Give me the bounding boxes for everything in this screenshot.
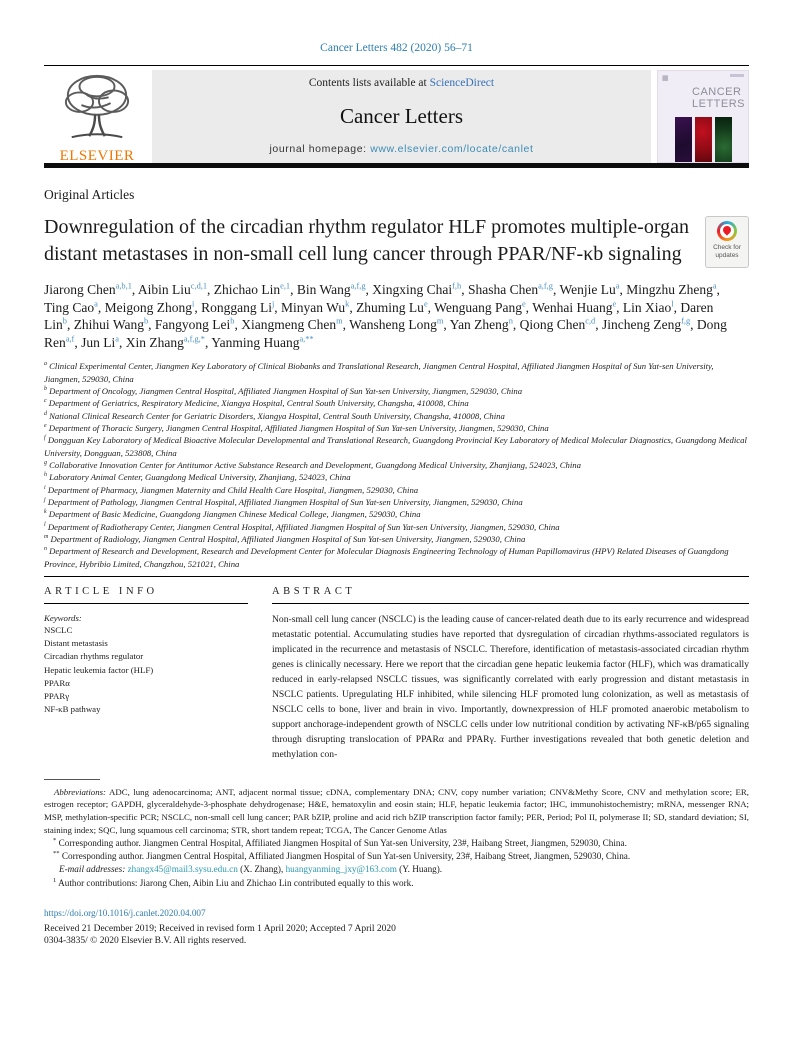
affiliation-list	[44, 360, 749, 570]
affiliation: $^f$ Dongguan Key Laboratory of Medical Bioactive Molecular Developmental and Translational Research, Guangdong Provincial Key Laboratory of Medical Molecular Diagnostics, Guangdong Medical University, Dongguan, 523808, China	[44, 435, 747, 458]
keyword-list	[44, 624, 248, 716]
homepage-line	[160, 143, 643, 155]
author-list	[44, 281, 736, 351]
cover-artwork	[658, 117, 748, 163]
info-abstract-columns	[44, 586, 749, 763]
corresponding-1-text: Corresponding author. Jiangmen Central Hospital, Affiliated Jiangmen Hospital of Sun Yat-sen University, 23#, Haibang Street, Jiangmen, 529030, China.	[56, 837, 627, 848]
author: Xin Zhang$^{a,f,g,*}$,	[125, 334, 212, 350]
affiliation: $^d$ National Clinical Research Center for Geriatric Disorders, Xiangya Hospital, Central South University, Changsha, 410008, China	[44, 410, 505, 421]
elsevier-wordmark: ELSEVIER	[59, 148, 135, 164]
author: Xiangmeng Chen$^m$,	[241, 316, 350, 333]
author: Yan Zheng$^n$,	[449, 316, 520, 333]
elsevier-logo	[44, 66, 150, 163]
check-badge-label: Check for updates	[713, 244, 741, 260]
affiliation: $^g$ Collaborative Innovation Center for Antitumor Active Substance Research and Development, Guangdong Medical University, Zhanjiang, 524023, China	[44, 459, 581, 470]
author: Zhichao Lin$^{e,1}$,	[213, 281, 297, 297]
author-contributions-line	[44, 877, 749, 890]
journal-citation: Cancer Letters 482 (2020) 56–71	[320, 42, 473, 54]
article-info-column	[44, 586, 248, 763]
page-footer	[44, 903, 749, 946]
contrib-text: Author contributions: Jiarong Chen, Aibin Liu and Zhichao Lin contributed equally to this work.	[56, 877, 414, 888]
author: Xingxing Chai$^{f,h}$,	[372, 281, 468, 297]
journal-title: Cancer Letters	[339, 103, 464, 128]
cover-strip-purple	[675, 117, 692, 163]
cover-title-line2: LETTERS	[692, 97, 746, 110]
author: Fangyong Lei$^b$,	[154, 316, 242, 333]
article-info-heading: ARTICLE INFO	[44, 586, 158, 598]
affiliation: $^j$ Department of Pathology, Jiangmen Central Hospital, Affiliated Jiangmen Hospital of Sun Yat-sen University, Jiangmen, 529030, China	[44, 496, 523, 507]
author: Ronggang Li$^j$,	[201, 299, 282, 315]
footnote-rule	[44, 779, 100, 780]
abstract-rule	[272, 603, 749, 604]
email-2-owner: (Y. Huang).	[396, 864, 443, 875]
keyword: Circadian rhythms regulator	[44, 651, 144, 662]
keyword: NSCLC	[44, 625, 73, 636]
corresponding-1-marker: *	[53, 836, 57, 844]
elsevier-tree-logo-icon	[51, 72, 143, 147]
author: Jiarong Chen$^{a,b,1}$,	[44, 281, 138, 297]
author: Zhuming Lu$^e$,	[356, 299, 435, 315]
affiliation: $^k$ Department of Basic Medicine, Guangdong Jiangmen Chinese Medical College, Jiangmen, 529030, China	[44, 509, 421, 520]
affiliation: $^n$ Department of Research and Development, Research and Development Center for Molecular Diagnosis Engineering Technology of Human Papillomavirus (HPV) Related Diseases of Guangdong Province, Hybribio Limited, Changzhou, 521021, China	[44, 546, 729, 569]
cover-crest-icon: ▦	[662, 74, 669, 82]
affiliation: $^l$ Department of Radiotherapy Center, Jiangmen Central Hospital, Affiliated Jiangmen Hospital of Sun Yat-sen University, Jiangmen, 529030, China	[44, 521, 560, 532]
affiliation: $^c$ Department of Geriatrics, Respiratory Medicine, Xiangya Hospital, Central South University, Changsha, 410008, China	[44, 398, 469, 409]
author: Wenjie Lu$^a$,	[559, 281, 627, 297]
check-for-updates-button[interactable]	[705, 216, 749, 268]
article-title: Downregulation of the circadian rhythm regulator HLF promotes multiple-organ distant metastases in non-small cell lung cancer through PPAR/NF-κb signaling	[44, 216, 690, 265]
corresponding-2-marker: **	[53, 849, 60, 857]
keyword: PPARα	[44, 677, 70, 688]
author: Meigong Zhong$^i$,	[104, 299, 202, 315]
author: Lin Xiao$^l$,	[622, 299, 681, 315]
abbreviations-paragraph	[44, 786, 749, 837]
corresponding-2-text: Corresponding author. Jiangmen Central Hospital, Affiliated Jiangmen Hospital of Sun Yat-sen University, 23#, Haibang Street, Jiangmen, 529030, China.	[59, 850, 631, 861]
journal-homepage-link[interactable]: www.elsevier.com/locate/canlet	[370, 143, 534, 155]
corresponding-author-1	[44, 837, 749, 850]
masthead-bottom-rule	[44, 163, 749, 168]
email-link-huang[interactable]: huangyanming_jxy@163.com	[285, 864, 397, 875]
masthead	[44, 65, 749, 163]
title-row	[44, 214, 749, 268]
email-label: E-mail addresses:	[59, 864, 126, 875]
abbreviations-text: ADC, lung adenocarcinoma; ANT, adjacent normal tissue; cDNA, complementary DNA; CNV, copy number variation; CNV&Methy Score, CNV and methylation score; ER, estrogen receptor; GAPDH, glyceraldehyde-3-phosphate dehydrogenase; H&E, hematoxylin and eosin stain; HLF, hepatic leukemia factor; IHC, immunohistochemistry; mRNA, messenger RNA; MSP, methylation-specific PCR; NSCLC, non-small cell lung cancer; PAR bZIP, proline and acid rich bZIP transcription factor family; PER, Period; Pol II, polymerase II; SD, standard deviation; SI, staining index; SQC, lung squamous cell carcinoma; STR, short tandem repeat; TCGA, The Cancer Genome Atlas	[44, 786, 749, 835]
author: Wenguang Pang$^e$,	[434, 299, 533, 315]
author: Dong Ren$^{a,f}$,	[44, 317, 727, 350]
footnote-block	[44, 779, 749, 890]
masthead-center-box	[152, 70, 651, 163]
section-divider-rule	[44, 576, 749, 577]
email-link-zhang[interactable]: zhangx45@mail3.sysu.edu.cn	[127, 864, 238, 875]
abstract-column	[272, 586, 749, 763]
affiliation: $^b$ Department of Oncology, Jiangmen Central Hospital, Affiliated Jiangmen Hospital of Sun Yat-sen University, Jiangmen, 529030, China	[44, 385, 523, 396]
author: Jun Li$^a$,	[81, 334, 126, 350]
author: Daren Lin$^b$,	[44, 299, 714, 333]
cover-strip-green	[715, 117, 732, 163]
author: Qiong Chen$^{c,d}$,	[519, 316, 602, 333]
affiliation: $^a$ Clinical Experimental Center, Jiangmen Key Laboratory of Clinical Biobanks and Translational Research, Jiangmen Central Hospital, Affiliated Jiangmen Hospital of Sun Yat-sen University, Jiangmen, 529030, China	[44, 361, 714, 384]
keyword: PPARγ	[44, 690, 70, 701]
doi-link[interactable]: https://doi.org/10.1016/j.canlet.2020.04.007	[44, 907, 206, 918]
author: Jincheng Zeng$^{f,g}$,	[601, 316, 697, 333]
cover-volume-text	[730, 74, 744, 77]
keyword: Hepatic leukemia factor (HLF)	[44, 664, 154, 675]
email-1-owner: (X. Zhang),	[237, 864, 286, 875]
author: Bin Wang$^{a,f,g}$,	[296, 281, 373, 297]
affiliation: $^i$ Department of Pharmacy, Jiangmen Maternity and Child Health Care Hospital, Jiangmen, 529030, China	[44, 484, 419, 495]
affiliation: $^e$ Department of Thoracic Surgery, Jiangmen Central Hospital, Affiliated Jiangmen Hospital of Sun Yat-sen University, Jiangmen, 529030, China	[44, 422, 549, 433]
abbreviations-label: Abbreviations:	[54, 786, 106, 797]
sciencedirect-link[interactable]: ScienceDirect	[429, 77, 495, 89]
affiliation: $^h$ Laboratory Animal Center, Guangdong Medical University, Zhanjiang, 524023, China	[44, 472, 351, 483]
contrib-marker: 1	[53, 876, 57, 884]
homepage-prefix: journal homepage:	[269, 143, 371, 155]
author: Wenhai Huang$^e$,	[532, 299, 623, 315]
author: Aibin Liu$^{c,d,1}$,	[137, 281, 214, 297]
author: Zhihui Wang$^b$,	[73, 316, 155, 333]
journal-cover-thumbnail	[657, 70, 749, 163]
abstract-text: Non-small cell lung cancer (NSCLC) is the leading cause of cancer-related death due to its early recurrence and widespread metastatic potential. Accumulating studies have reported that dysregulation of circadian rhythms-associated regulators is implicated in the recurrence and metastasis of NSCLC. Therefore, identification of metastasis-associated circadian rhythm genes is clinically necessary. Here we report that the circadian gene hepatic leukemia factor (HLF), which was dramatically reduced in early-relapsed NSCLC tissues, was significantly correlated with early progression and distant metastasis in NSCLC patients. Upregulating HLF inhibited, while silencing HLF promoted lung colonization, as well as metastasis of NSCLC cells to bone, liver and brain in vivo. Importantly, downexpression of HLF promoted anaerobic metabolism to support anchorage-independent growth of NSCLC cells under low nutritional condition by activating NF-κB/p65 signaling through disrupting translocation of PPARα and PPARγ. Further investigations revealed that both genetic deletion and methylation con-	[272, 614, 749, 760]
affiliation: $^m$ Department of Radiology, Jiangmen Central Hospital, Affiliated Jiangmen Hospital of Sun Yat-sen University, Jiangmen, 529030, China	[44, 534, 526, 544]
cover-title-line1: CANCER	[692, 86, 742, 98]
received-dates: Received 21 December 2019; Received in revised form 1 April 2020; Accepted 7 April 2020	[44, 923, 396, 934]
cover-strip-red	[695, 117, 712, 163]
author: Yanming Huang$^{a,**}$	[211, 334, 314, 350]
keyword: Distant metastasis	[44, 638, 108, 649]
author: Minyan Wu$^k$,	[281, 299, 357, 315]
cover-title	[658, 87, 748, 110]
author: Ting Cao$^a$,	[44, 299, 105, 315]
corresponding-author-2	[44, 850, 749, 863]
contents-prefix: Contents lists available at	[308, 77, 430, 89]
email-line	[44, 863, 749, 876]
keyword: NF-κB pathway	[44, 704, 101, 715]
article-info-rule	[44, 603, 248, 604]
section-label: Original Articles	[44, 187, 135, 202]
copyright-line: 0304-3835/ © 2020 Elsevier B.V. All rights reserved.	[44, 935, 247, 946]
author: Mingzhu Zheng$^a$,	[626, 281, 720, 297]
author: Shasha Chen$^{a,f,g}$,	[467, 281, 560, 297]
contents-line	[160, 77, 643, 89]
author: Wansheng Long$^m$,	[349, 316, 450, 333]
keywords-label: Keywords:	[44, 613, 82, 624]
crossmark-icon	[717, 221, 737, 241]
abstract-heading: ABSTRACT	[272, 586, 356, 598]
